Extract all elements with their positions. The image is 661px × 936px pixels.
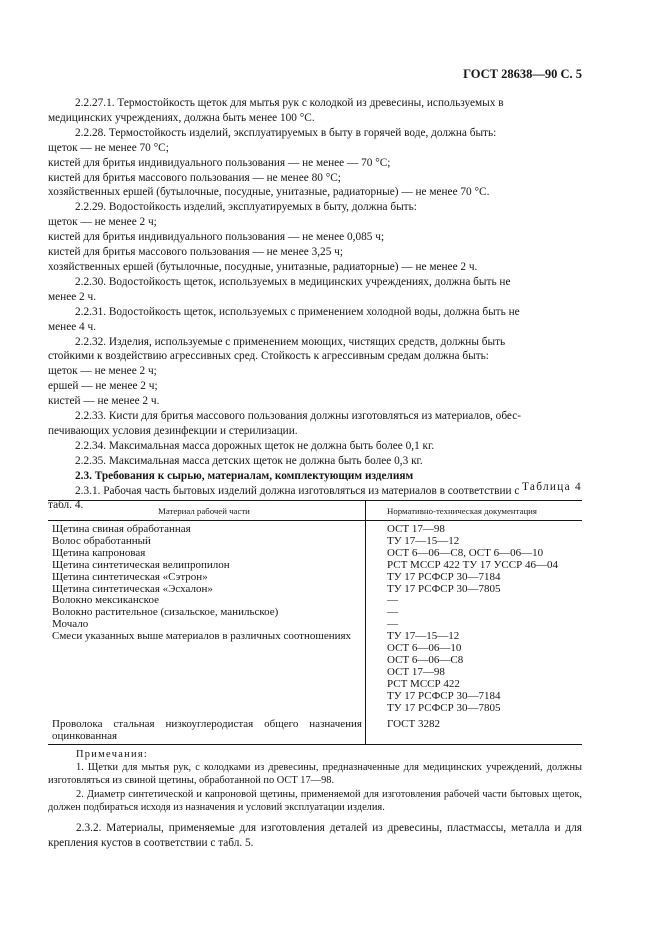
- notes-title: Примечания:: [76, 749, 149, 760]
- paragraph-line: менее 4 ч.: [48, 320, 97, 333]
- note-item: 1. Щетки для мытья рук, с колодками из древесины, предназначенные для медицинских учреждений, должны изготовляться из свиной щетины, обработанной по ОСТ 17—98.: [48, 762, 582, 787]
- cell-material: Щетина капроновая: [52, 546, 146, 559]
- cell-material: Щетина свиная обработанная: [52, 523, 191, 535]
- doc-reference: ГОСТ 3282: [387, 718, 440, 731]
- cell-material: Проволока стальная низкоуглеродистая общего назначения оцинкованная: [52, 718, 362, 743]
- column-header-material: Материал рабочей части: [158, 506, 250, 516]
- paragraph-line: кистей для бритья массового пользования — не менее 80 °С;: [48, 171, 341, 184]
- paragraph-line: щеток — не менее 2 ч;: [48, 365, 157, 378]
- cell-docs: [387, 584, 577, 596]
- cell-docs: [387, 536, 577, 548]
- note-item: 2. Диаметр синтетической и капроновой щетины, применяемой для изготовления рабочей части бытовых щеток, должен подбираться исходя из назначения и условий эксплуатации изделия.: [48, 788, 582, 813]
- paragraph-line: 2.2.31. Водостойкость щеток, используемых с применением холодной воды, должна быть не: [75, 305, 520, 318]
- cell-material: Волокно растительное (сизальское, манильское): [52, 606, 279, 619]
- body-text: [48, 96, 583, 513]
- paragraph-line: 2.2.28. Термостойкость изделий, эксплуатируемых в быту в горячей воде, должна быть:: [75, 126, 497, 139]
- doc-reference: —: [387, 606, 398, 619]
- paragraph-line: щеток — не менее 70 °С;: [48, 141, 169, 154]
- materials-table: [48, 500, 582, 745]
- doc-reference: ОСТ 6—06—10: [387, 642, 462, 654]
- cell-material: Мочало: [52, 618, 89, 631]
- doc-reference: —: [387, 594, 398, 607]
- paragraph-line: 2.2.34. Максимальная масса дорожных щеток не должна быть более 0,1 кг.: [75, 439, 435, 452]
- doc-reference: ОСТ 6—06—С8: [387, 653, 464, 666]
- paragraph-line: кистей — не менее 2 ч.: [48, 395, 160, 408]
- cell-docs: [387, 572, 577, 584]
- doc-reference: ТУ 17 РСФСР 30—7184: [387, 689, 501, 702]
- paragraph-line: щеток — не менее 2 ч;: [48, 216, 157, 229]
- doc-reference: ТУ 17 РСФСР 30—7805: [387, 701, 501, 714]
- cell-docs: [387, 631, 577, 714]
- paragraph-line: хозяйственных ершей (бутылочные, посудные, унитазные, радиаторные) — не менее 70 °С.: [48, 186, 490, 199]
- paragraph-line: стойкими к воздействию агрессивных сред. Стойкость к агрессивным средам должна быть:: [48, 350, 489, 363]
- doc-reference: ОСТ 17—98: [387, 665, 445, 678]
- doc-reference: РСТ МССР 422 ТУ 17 УССР 46—04: [387, 558, 558, 571]
- notes-block: [48, 748, 582, 814]
- doc-reference: ТУ 17—15—12: [387, 534, 460, 547]
- paragraph-line: 2.2.32. Изделия, используемые с применением моющих, чистящих средств, должны быть: [75, 335, 506, 348]
- paragraph-line: кистей для бритья индивидуального пользования — не менее — 70 °С;: [48, 156, 391, 169]
- cell-docs: [387, 595, 577, 607]
- cell-docs: [387, 548, 577, 560]
- cell-docs: [387, 560, 577, 572]
- cell-material: Щетина синтетическая велипропилон: [52, 558, 230, 571]
- doc-reference: ОСТ 17—98: [387, 523, 445, 535]
- paragraph-line: 2.2.33. Кисти для бритья массового пользования должны изготовляться из материалов, обес-: [75, 410, 521, 423]
- paragraph-text: 2.3.2. Материалы, применяемые для изготовления деталей из древесины, пластмассы, металла и для крепления кустов в соответствии с табл. 5.: [48, 822, 582, 849]
- doc-reference: РСТ МССР 422: [387, 677, 460, 690]
- table-title: Таблица 4: [521, 481, 582, 493]
- paragraph-line: кистей для бритья индивидуального пользования — не менее 0,085 ч;: [48, 231, 385, 244]
- paragraph-line: табл. 4.: [48, 499, 84, 512]
- paragraph-line: 2.2.35. Максимальная масса детских щеток не должна быть более 0,3 кг.: [75, 454, 423, 467]
- paragraph-line: медицинских учреждениях, должна быть менее 100 °С.: [48, 111, 315, 124]
- doc-reference: ТУ 17 РСФСР 30—7184: [387, 570, 501, 583]
- paragraph-line: 2.2.30. Водостойкость щеток, используемых в медицинских учреждениях, должна быть не: [75, 275, 511, 288]
- doc-reference: ТУ 17—15—12: [387, 630, 460, 643]
- column-header-docs: Нормативно-техническая документация: [387, 506, 537, 516]
- paragraph-line: ершей — не менее 2 ч;: [48, 380, 158, 393]
- paragraph-line: 2.2.27.1. Термостойкость щеток для мытья рук с колодкой из древесины, используемых в: [75, 97, 504, 109]
- page-header: ГОСТ 28638—90 С. 5: [463, 67, 582, 81]
- doc-reference: —: [387, 618, 398, 631]
- cell-material: Щетина синтетическая «Эсхалон»: [52, 582, 213, 595]
- cell-material: Смеси указанных выше материалов в различных соотношениях: [52, 630, 352, 643]
- doc-reference: ТУ 17 РСФСР 30—7805: [387, 582, 501, 595]
- paragraph-line: печивающих условия дезинфекции и стерилизации.: [48, 424, 298, 437]
- section-heading: 2.3. Требования к сырью, материалам, комплектующим изделиям: [75, 469, 414, 482]
- paragraph-line: 2.3.1. Рабочая часть бытовых изделий должна изготовляться из материалов в соответствии с: [75, 484, 520, 497]
- doc-reference: ОСТ 6—06—С8, ОСТ 6—06—10: [387, 546, 544, 559]
- cell-material: Щетина синтетическая «Сэтрон»: [52, 570, 208, 583]
- paragraph-line: менее 2 ч.: [48, 290, 97, 303]
- cell-material: Волокно мексиканское: [52, 594, 159, 607]
- closing-paragraph: [48, 821, 582, 851]
- cell-material: Волос обработанный: [52, 534, 151, 547]
- paragraph-line: хозяйственных ершей (бутылочные, посудные, унитазные, радиаторные) — не менее 2 ч.: [48, 260, 478, 273]
- cell-docs: [387, 607, 577, 619]
- table-header: [48, 501, 582, 521]
- cell-docs: [387, 719, 577, 731]
- paragraph-line: кистей для бритья массового пользования — не менее 3,25 ч;: [48, 246, 343, 259]
- column-divider: [365, 501, 366, 744]
- paragraph-line: 2.2.29. Водостойкость изделий, эксплуатируемых в быту, должна быть:: [75, 201, 417, 214]
